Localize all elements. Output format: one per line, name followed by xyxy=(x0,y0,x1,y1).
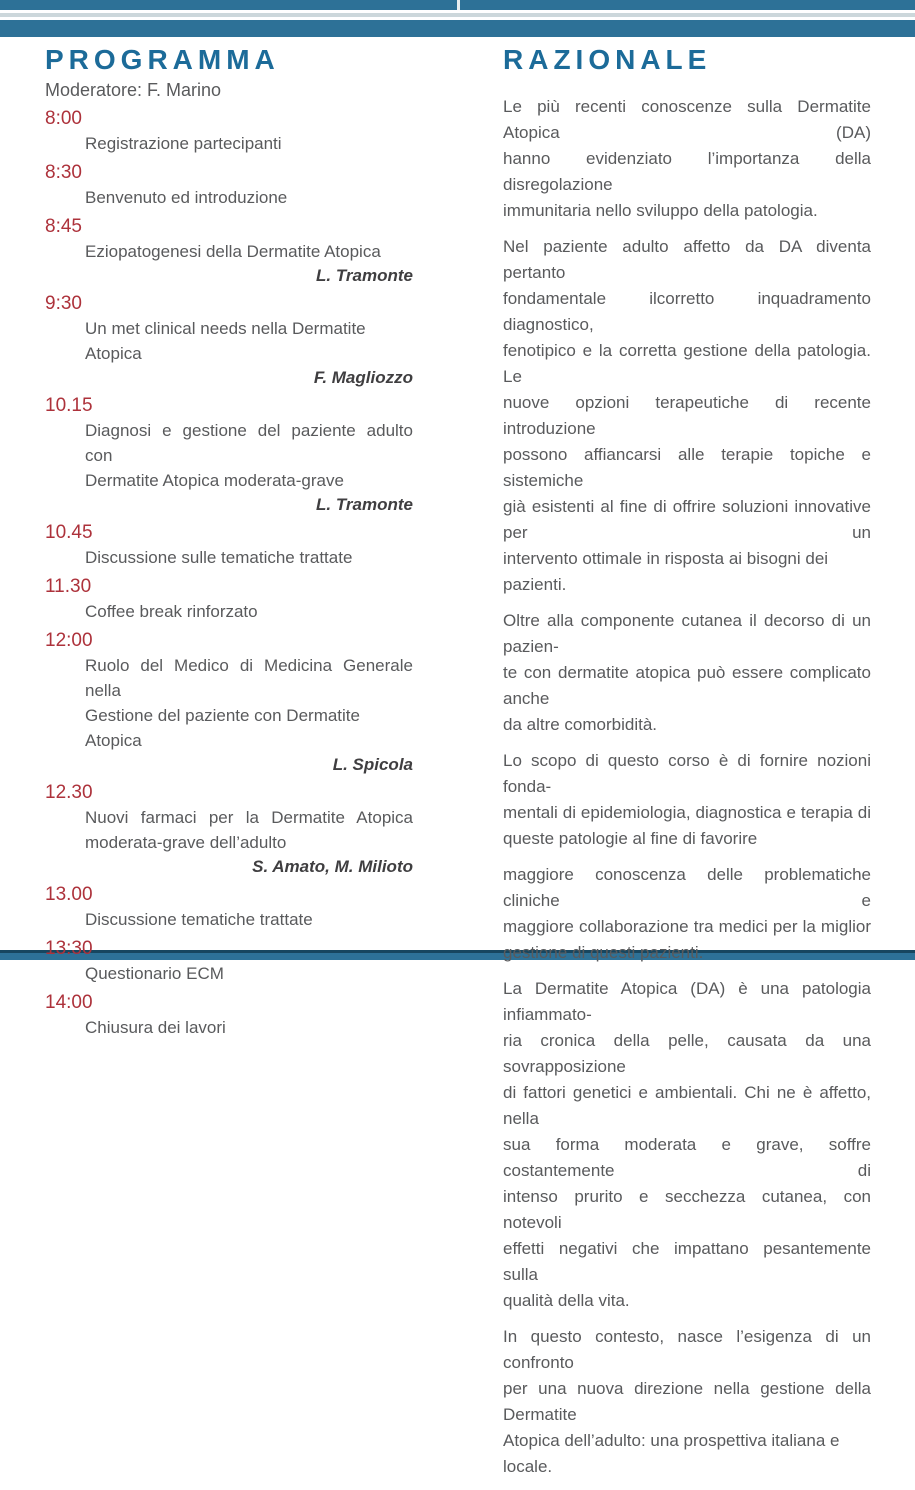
text-line: mentali di epidemiologia, diagnostica e terapia di xyxy=(503,803,871,822)
schedule-item xyxy=(45,990,413,1040)
session-title xyxy=(85,653,413,753)
session-speaker: L. Tramonte xyxy=(316,495,413,514)
session-speaker: S. Amato, M. Milioto xyxy=(252,857,413,876)
session-time: 12.30 xyxy=(45,782,93,803)
session-time: 10.15 xyxy=(45,395,93,416)
session-time: 8:00 xyxy=(45,108,82,129)
text-line: Dermatite Atopica moderata-grave xyxy=(85,471,344,490)
text-line: di fattori genetici e ambientali. Chi ne è affetto, nella xyxy=(503,1083,871,1128)
razionale-paragraph xyxy=(503,234,871,598)
text-line: maggiore conoscenza delle problematiche cliniche e xyxy=(503,865,871,910)
top-bar-divider xyxy=(457,0,460,10)
schedule-item xyxy=(45,520,413,570)
text-line: Discussione tematiche trattate xyxy=(85,910,313,929)
session-title xyxy=(85,599,413,624)
text-line: già esistenti al fine di offrire soluzioni innovative per un xyxy=(503,497,871,542)
session-title xyxy=(85,907,413,932)
session-title xyxy=(85,239,413,264)
session-time: 13:30 xyxy=(45,938,93,959)
session-time: 11.30 xyxy=(45,576,92,597)
session-title xyxy=(85,805,413,855)
text-line: Oltre alla componente cutanea il decorso di un pazien- xyxy=(503,611,871,656)
top-bar-secondary xyxy=(0,20,915,37)
session-title xyxy=(85,316,413,366)
text-line: In questo contesto, nasce l’esigenza di un confronto xyxy=(503,1327,871,1372)
schedule-item xyxy=(45,574,413,624)
text-line: Un met clinical needs nella Dermatite Atopica xyxy=(85,319,366,363)
schedule-item xyxy=(45,106,413,156)
schedule-item xyxy=(45,936,413,986)
text-line: sua forma moderata e grave, soffre costantemente di xyxy=(503,1135,871,1180)
session-title xyxy=(85,545,413,570)
session-title xyxy=(85,961,413,986)
text-line: Le più recenti conoscenze sulla Dermatite Atopica (DA) xyxy=(503,97,871,142)
session-time: 10.45 xyxy=(45,522,93,543)
text-line: fenotipico e la corretta gestione della patologia. Le xyxy=(503,341,871,386)
razionale-paragraph xyxy=(503,608,871,738)
session-time: 8:45 xyxy=(45,216,82,237)
razionale-title: RAZIONALE xyxy=(503,44,712,75)
session-title xyxy=(85,1015,413,1040)
razionale-paragraph xyxy=(503,1324,871,1480)
text-line: possono affiancarsi alle terapie topiche e sistemiche xyxy=(503,445,871,490)
text-line: Benvenuto ed introduzione xyxy=(85,188,288,207)
session-time: 12:00 xyxy=(45,630,93,651)
session-time: 13.00 xyxy=(45,884,93,905)
session-title xyxy=(85,418,413,493)
text-line: nuove opzioni terapeutiche di recente introduzione xyxy=(503,393,871,438)
session-speaker: F. Magliozzo xyxy=(313,368,413,387)
razionale-paragraph xyxy=(503,748,871,852)
text-line: da altre comorbidità. xyxy=(503,715,658,734)
text-line: gestione di questi pazienti. xyxy=(503,943,704,962)
text-line: intenso prurito e secchezza cutanea, con notevoli xyxy=(503,1187,871,1232)
programma-title: PROGRAMMA xyxy=(45,44,280,75)
schedule-item xyxy=(45,628,413,776)
text-line: Nel paziente adulto affetto da DA diventa pertanto xyxy=(503,237,871,282)
programma-column xyxy=(45,44,413,1040)
text-line: Diagnosi e gestione del paziente adulto con xyxy=(85,421,413,465)
session-title xyxy=(85,185,413,210)
text-line: qualità della vita. xyxy=(503,1291,630,1310)
razionale-column xyxy=(503,44,871,1490)
top-strip-gray xyxy=(0,13,915,17)
text-line: Gestione del paziente con Dermatite Atopica xyxy=(85,706,360,750)
schedule-item xyxy=(45,882,413,932)
session-speaker: L. Tramonte xyxy=(316,266,413,285)
text-line: maggiore collaborazione tra medici per la miglior xyxy=(503,917,871,936)
text-line: Coffee break rinforzato xyxy=(85,602,258,621)
text-line: Chiusura dei lavori xyxy=(85,1018,226,1037)
text-line: Registrazione partecipanti xyxy=(85,134,282,153)
razionale-paragraph xyxy=(503,94,871,224)
schedule-list xyxy=(45,106,413,1040)
text-line: fondamentale ilcorretto inquadramento diagnostico, xyxy=(503,289,871,334)
text-line: moderata-grave dell’adulto xyxy=(85,833,287,852)
schedule-item xyxy=(45,393,413,516)
text-line: La Dermatite Atopica (DA) è una patologia infiammato- xyxy=(503,979,871,1024)
session-time: 14:00 xyxy=(45,992,93,1013)
text-line: immunitaria nello sviluppo della patologia. xyxy=(503,201,818,220)
text-line: Nuovi farmaci per la Dermatite Atopica xyxy=(85,808,413,827)
text-line: Atopica dell’adulto: una prospettiva italiana e locale. xyxy=(503,1431,840,1476)
schedule-item xyxy=(45,160,413,210)
text-line: te con dermatite atopica può essere complicato anche xyxy=(503,663,871,708)
schedule-item xyxy=(45,214,413,287)
text-line: Ruolo del Medico di Medicina Generale nella xyxy=(85,656,413,700)
text-line: per una nuova direzione nella gestione della Dermatite xyxy=(503,1379,871,1424)
moderator-line: Moderatore: F. Marino xyxy=(45,80,222,100)
session-time: 8:30 xyxy=(45,162,82,183)
session-title xyxy=(85,131,413,156)
schedule-item xyxy=(45,780,413,878)
text-line: Questionario ECM xyxy=(85,964,224,983)
text-line: ria cronica della pelle, causata da una sovrapposizione xyxy=(503,1031,871,1076)
text-line: hanno evidenziato l’importanza della disregolazione xyxy=(503,149,871,194)
razionale-paragraph xyxy=(503,862,871,966)
text-line: Lo scopo di questo corso è di fornire nozioni fonda- xyxy=(503,751,871,796)
session-speaker: L. Spicola xyxy=(332,755,413,774)
session-time: 9:30 xyxy=(45,293,82,314)
razionale-body xyxy=(503,94,871,1480)
text-line: effetti negativi che impattano pesantemente sulla xyxy=(503,1239,871,1284)
text-line: Eziopatogenesi della Dermatite Atopica xyxy=(85,242,381,261)
razionale-paragraph xyxy=(503,976,871,1314)
text-line: queste patologie al fine di favorire xyxy=(503,829,758,848)
schedule-item xyxy=(45,291,413,389)
text-line: Discussione sulle tematiche trattate xyxy=(85,548,353,567)
text-line: intervento ottimale in risposta ai bisogni dei pazienti. xyxy=(503,549,829,594)
